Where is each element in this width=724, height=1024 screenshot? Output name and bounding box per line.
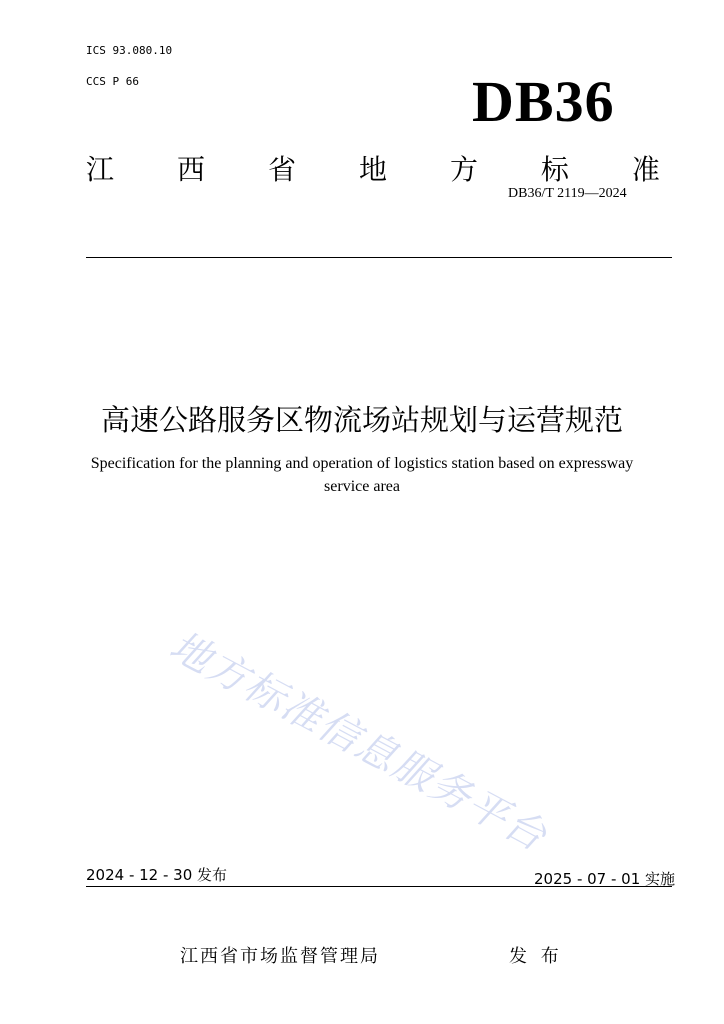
standard-type-char: 准: [631, 153, 660, 186]
standard-type-char: 省: [267, 153, 296, 186]
publish-date: 2024 - 12 - 30 发布: [86, 866, 228, 884]
footer-divider: [86, 886, 672, 887]
standard-code-large: DB36: [472, 69, 615, 134]
watermark: 地方标准信息服务平台: [162, 622, 555, 861]
issue-label: 发 布: [509, 946, 563, 967]
standard-type-heading: [86, 148, 660, 188]
issuing-authority: 江西省市场监督管理局: [180, 946, 380, 967]
document-title-english-line1: Specification for the planning and operation of logistics station based on expressway: [90, 455, 634, 472]
standard-number: DB36/T 2119—2024: [508, 186, 627, 201]
standard-type-char: 江: [86, 153, 115, 186]
document-title-chinese: 高速公路服务区物流场站规划与运营规范: [100, 403, 623, 437]
standard-type-char: 标: [540, 153, 569, 186]
document-title-english-line2: service area: [324, 478, 400, 495]
ccs-code: CCS P 66: [86, 75, 139, 88]
standard-type-char: 西: [176, 153, 205, 186]
standard-type-char: 方: [449, 153, 478, 186]
ics-code: ICS 93.080.10: [86, 44, 173, 57]
header-divider: [86, 257, 672, 258]
implementation-date: 2025 - 07 - 01 实施: [534, 870, 676, 888]
standard-type-char: 地: [358, 153, 387, 186]
